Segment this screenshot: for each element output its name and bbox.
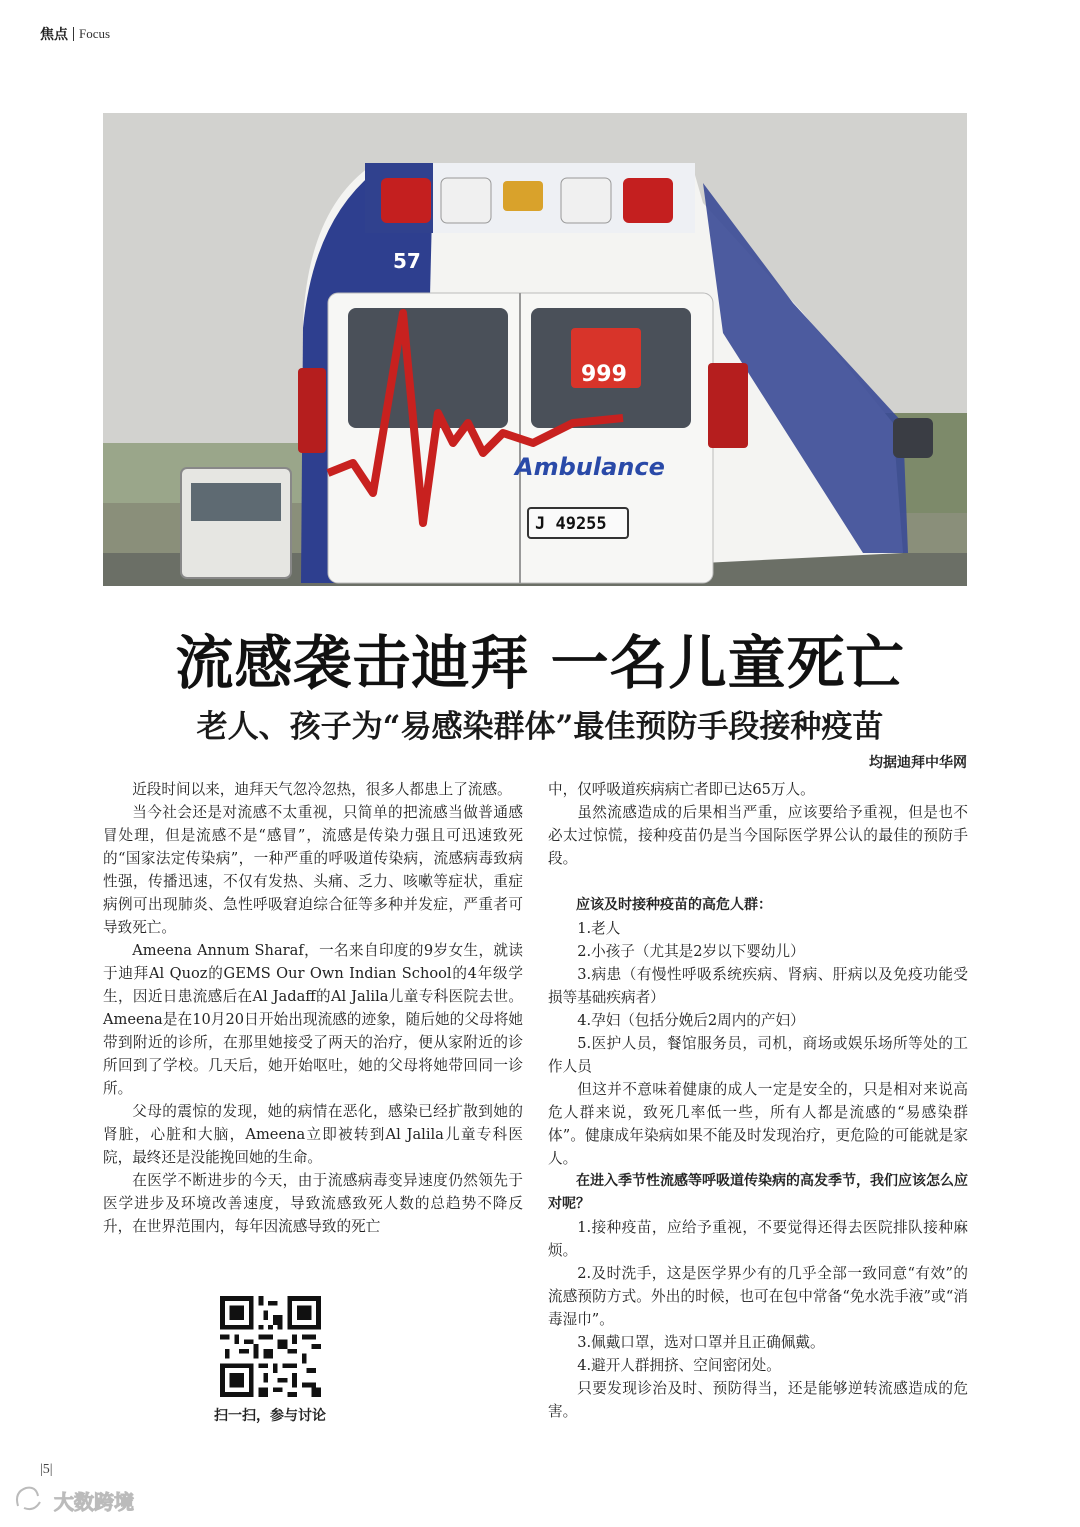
list-item: 2.小孩子（尤其是2岁以下婴幼儿） [577, 943, 805, 960]
qr-code[interactable] [220, 1296, 321, 1397]
list-item: 4.避开人群拥挤、空间密闭处。 [577, 1357, 781, 1374]
article-column-left [103, 778, 523, 1238]
paragraph: 父母的震惊的发现，她的病情在恶化，感染已经扩散到她的肾脏，心脏和大脑，Ameena立即被转到Al Jalila儿童专科医院，最终还是没能挽回她的生命。 [103, 1103, 523, 1166]
article-title: 流感袭击迪拜 一名儿童死亡 [175, 629, 905, 697]
ambulance-word: Ambulance [515, 453, 665, 481]
paragraph-continued: 中，仅呼吸道疾病病亡者即已达65万人。 [548, 781, 815, 798]
qr-caption: 扫一扫，参与讨论 [214, 1408, 326, 1424]
list-item: 3.病患（有慢性呼吸系统疾病、肾病、肝病以及免疫功能受损等基础疾病者） [548, 966, 968, 1006]
paragraph: 虽然流感造成的后果相当严重，应该要给予重视，但是也不必太过惊慌，接种疫苗仍是当今国际医学界公认的最佳的预防手段。 [548, 804, 968, 867]
page-number: |5| [40, 1462, 53, 1477]
ambulance-unit-number: 57 [393, 249, 421, 273]
list-item: 5.医护人员，餐馆服务员，司机，商场或娱乐场所等处的工作人员 [548, 1035, 968, 1075]
high-risk-heading: 应该及时接种疫苗的高危人群： [576, 897, 772, 913]
paragraph: 当今社会还是对流感不太重视，只简单的把流感当做普通感冒处理，但是流感不是“感冒”，流感是传染力强且可迅速致死的“国家法定传染病”，一种严重的呼吸道传染病，流感病毒致病性强，传播迅速，不仅有发热、头痛、乏力、咳嗽等症状，重症病例可出现肺炎、急性呼吸窘迫综合征等多种并发症，严重者可导致死亡。 [103, 804, 523, 936]
ambulance-illustration [103, 113, 967, 586]
paragraph: 但这并不意味着健康的成人一定是安全的，只是相对来说高危人群来说，致死几率低一些，所有人都是流感的“易感染群体”。健康成年染病如果不能及时发现治疗，更危险的可能就是家人。 [548, 1081, 968, 1167]
qr-code-graphic [220, 1296, 321, 1397]
paragraph: 只要发现诊治及时、预防得当，还是能够逆转流感造成的危害。 [548, 1380, 968, 1420]
section-label: 焦点 [40, 27, 68, 43]
article-subtitle: 老人、孩子为“易感染群体”最佳预防手段接种疫苗 [196, 709, 884, 745]
header-divider [73, 27, 74, 41]
list-item: 1.老人 [577, 920, 621, 937]
paragraph: 在医学不断进步的今天，由于流感病毒变异速度仍然领先于医学进步及环境改善速度，导致流感致死人数的总趋势不降反升，在世界范围内，每年因流感导致的死亡 [103, 1172, 523, 1235]
watermark-logo-icon [10, 1478, 50, 1518]
paragraph: Ameena Annum Sharaf，一名来自印度的9岁女生，就读于迪拜Al Quoz的GEMS Our Own Indian School的4年级学生，因近日患流感后在Al Jadaff的Al Jalila儿童专科医院去世。Ameena是在10月20日开始出现流感的迹象，随后她的父母将她带到附近的诊所，在那里她接受了两天的治疗，便从家附近的诊所回到了学校。几天后，她开始呕吐，她的父母将她带回同一诊所。 [103, 942, 523, 1097]
list-item: 2.及时洗手，这是医学界少有的几乎全部一致同意“有效”的流感预防方式。外出的时候，也可在包中常备“免水洗手液”或“消毒湿巾”。 [548, 1265, 968, 1328]
emergency-number: 999 [581, 362, 627, 387]
section-label-en: Focus [79, 26, 111, 41]
list-item: 1.接种疫苗，应给予重视，不要觉得还得去医院排队接种麻烦。 [548, 1219, 968, 1259]
license-plate: J 49255 [535, 514, 607, 534]
season-heading: 在进入季节性流感等呼吸道传染病的高发季节，我们应该怎么应对呢？ [548, 1173, 968, 1212]
list-item: 3.佩戴口罩，选对口罩并且正确佩戴。 [577, 1334, 825, 1351]
list-item: 4.孕妇（包括分娩后2周内的产妇） [577, 1012, 805, 1029]
watermark-text: 大数跨境 [54, 1490, 134, 1514]
paragraph: 近段时间以来，迪拜天气忽冷忽热，很多人都患上了流感。 [132, 781, 512, 798]
page-header [40, 24, 110, 44]
watermark [10, 1478, 170, 1518]
article-source: 均据迪拜中华网 [869, 755, 967, 771]
article-column-right [548, 778, 968, 1423]
ambulance-photo [103, 113, 967, 586]
